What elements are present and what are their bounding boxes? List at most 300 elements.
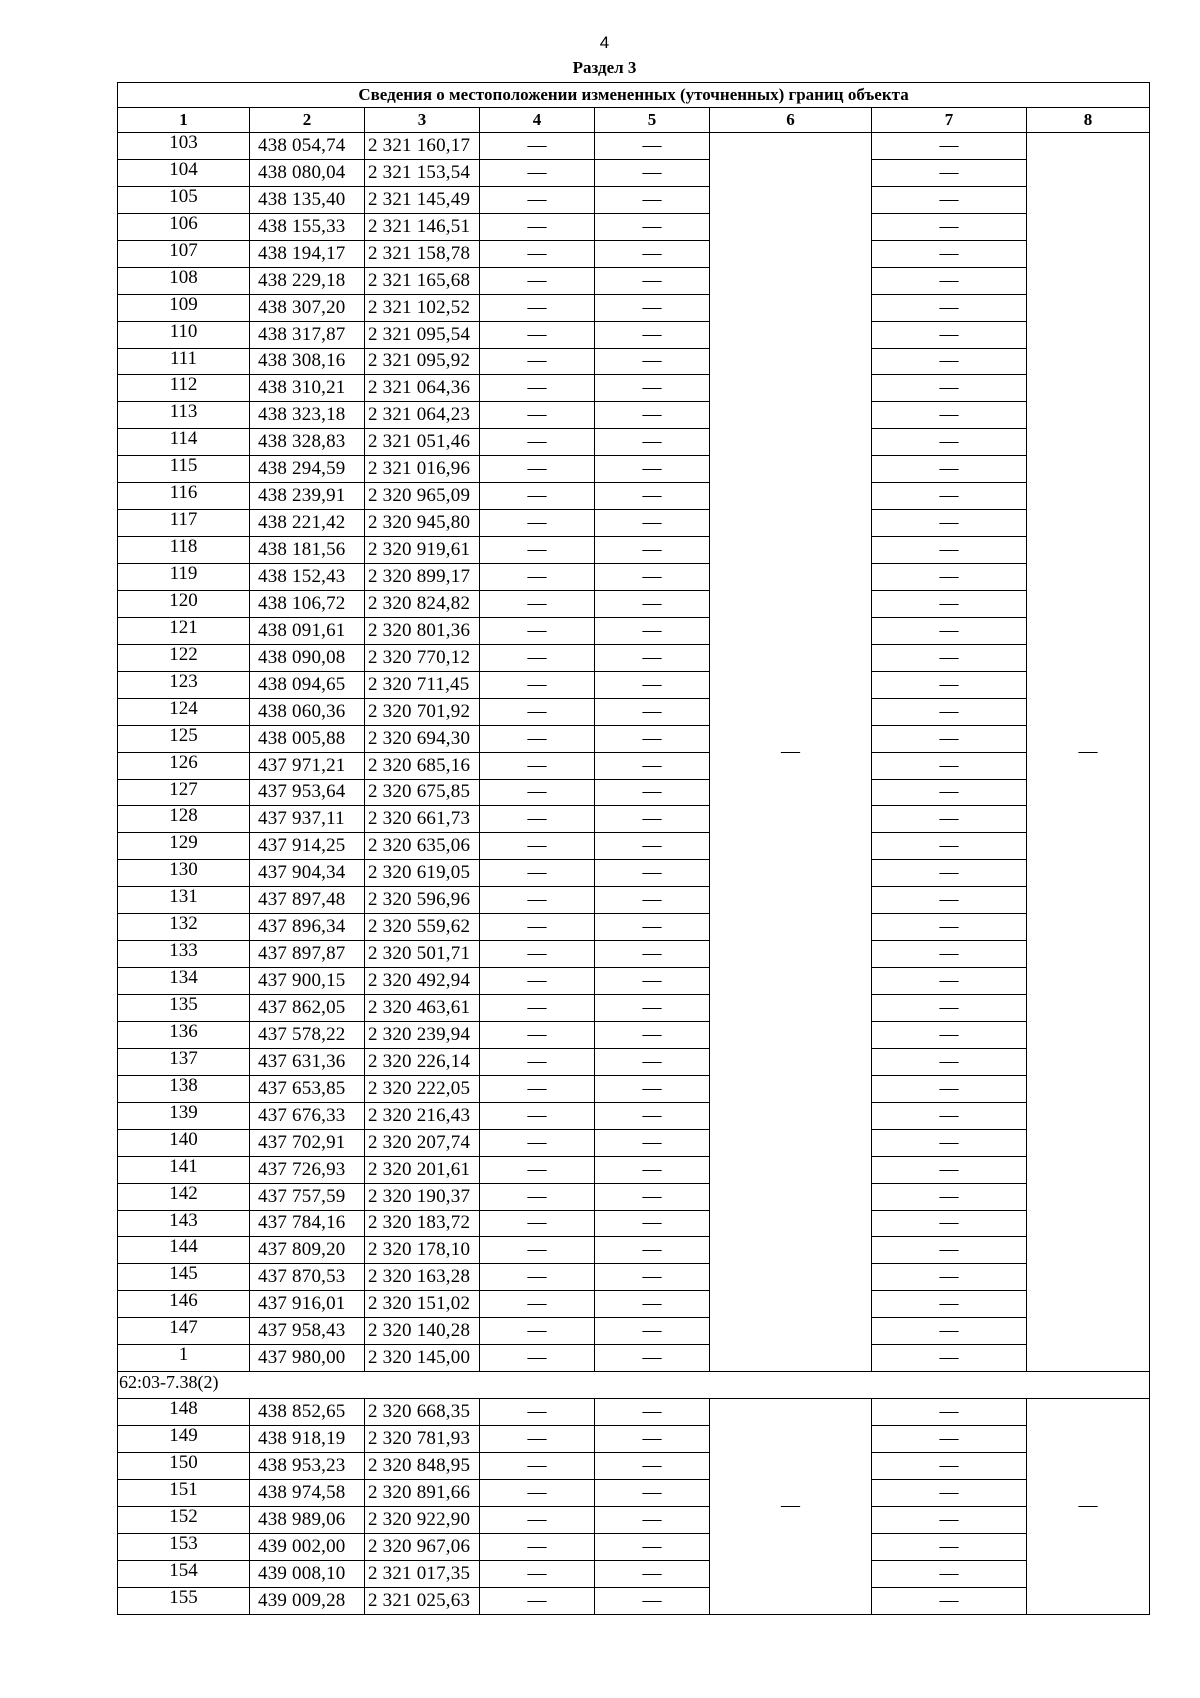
column-5-cell: — <box>595 914 710 941</box>
table-row <box>118 510 1150 537</box>
x-coordinate-cell: 438 091,61 <box>250 617 365 644</box>
column-4-cell: — <box>480 213 595 240</box>
y-coordinate-cell: 2 321 017,35 <box>365 1560 480 1587</box>
point-number-cell: 107 <box>118 240 250 267</box>
column-5-cell: — <box>595 1075 710 1102</box>
column-4-cell: — <box>480 1587 595 1614</box>
column-header: 3 <box>365 108 480 133</box>
column-7-cell: — <box>872 752 1027 779</box>
y-coordinate-cell: 2 321 153,54 <box>365 159 480 186</box>
y-coordinate-cell: 2 321 146,51 <box>365 213 480 240</box>
y-coordinate-cell: 2 320 559,62 <box>365 914 480 941</box>
x-coordinate-cell: 438 239,91 <box>250 483 365 510</box>
table-row <box>118 537 1150 564</box>
point-number-cell: 128 <box>118 806 250 833</box>
column-4-cell: — <box>480 806 595 833</box>
table-row <box>118 1237 1150 1264</box>
column-5-cell: — <box>595 294 710 321</box>
column-4-cell: — <box>480 1075 595 1102</box>
table-row <box>118 995 1150 1022</box>
y-coordinate-cell: 2 320 183,72 <box>365 1210 480 1237</box>
table-row <box>118 1156 1150 1183</box>
x-coordinate-cell: 438 106,72 <box>250 590 365 617</box>
x-coordinate-cell: 437 900,15 <box>250 968 365 995</box>
column-4-cell: — <box>480 429 595 456</box>
table-row <box>118 1102 1150 1129</box>
column-5-cell: — <box>595 1048 710 1075</box>
column-7-cell: — <box>872 213 1027 240</box>
table-row <box>118 806 1150 833</box>
point-number-cell: 117 <box>118 510 250 537</box>
point-number-cell: 121 <box>118 617 250 644</box>
column-4-cell: — <box>480 510 595 537</box>
x-coordinate-cell: 438 974,58 <box>250 1479 365 1506</box>
table-row <box>118 752 1150 779</box>
x-coordinate-cell: 438 852,65 <box>250 1399 365 1426</box>
column-7-cell: — <box>872 1237 1027 1264</box>
column-5-cell: — <box>595 1426 710 1453</box>
y-coordinate-cell: 2 320 596,96 <box>365 887 480 914</box>
x-coordinate-cell: 437 953,64 <box>250 779 365 806</box>
table-row <box>118 159 1150 186</box>
column-number-row <box>118 108 1150 133</box>
column-4-cell: — <box>480 1291 595 1318</box>
y-coordinate-cell: 2 321 064,36 <box>365 375 480 402</box>
table-row <box>118 375 1150 402</box>
column-7-cell: — <box>872 1156 1027 1183</box>
y-coordinate-cell: 2 320 770,12 <box>365 644 480 671</box>
point-number-cell: 148 <box>118 1399 250 1426</box>
column-6-merged-cell: — <box>710 133 872 1372</box>
point-number-cell: 109 <box>118 294 250 321</box>
column-7-cell: — <box>872 1345 1027 1372</box>
column-7-cell: — <box>872 1075 1027 1102</box>
column-4-cell: — <box>480 537 595 564</box>
x-coordinate-cell: 439 002,00 <box>250 1533 365 1560</box>
table-row <box>118 1183 1150 1210</box>
point-number-cell: 140 <box>118 1129 250 1156</box>
point-number-cell: 118 <box>118 537 250 564</box>
point-number-cell: 155 <box>118 1587 250 1614</box>
column-5-cell: — <box>595 968 710 995</box>
y-coordinate-cell: 2 320 163,28 <box>365 1264 480 1291</box>
x-coordinate-cell: 438 094,65 <box>250 671 365 698</box>
table-row <box>118 1452 1150 1479</box>
table-row <box>118 348 1150 375</box>
x-coordinate-cell: 437 676,33 <box>250 1102 365 1129</box>
column-7-cell: — <box>872 968 1027 995</box>
y-coordinate-cell: 2 320 222,05 <box>365 1075 480 1102</box>
table-row <box>118 1291 1150 1318</box>
column-5-cell: — <box>595 617 710 644</box>
column-7-cell: — <box>872 698 1027 725</box>
table-row <box>118 779 1150 806</box>
point-number-cell: 143 <box>118 1210 250 1237</box>
column-5-cell: — <box>595 1399 710 1426</box>
column-4-cell: — <box>480 483 595 510</box>
x-coordinate-cell: 438 989,06 <box>250 1506 365 1533</box>
table-row <box>118 887 1150 914</box>
table-row <box>118 483 1150 510</box>
column-4-cell: — <box>480 914 595 941</box>
x-coordinate-cell: 438 953,23 <box>250 1452 365 1479</box>
x-coordinate-cell: 439 009,28 <box>250 1587 365 1614</box>
x-coordinate-cell: 438 323,18 <box>250 402 365 429</box>
column-5-cell: — <box>595 1452 710 1479</box>
y-coordinate-cell: 2 320 226,14 <box>365 1048 480 1075</box>
x-coordinate-cell: 437 653,85 <box>250 1075 365 1102</box>
y-coordinate-cell: 2 320 711,45 <box>365 671 480 698</box>
column-4-cell: — <box>480 1345 595 1372</box>
column-7-cell: — <box>872 186 1027 213</box>
column-7-cell: — <box>872 402 1027 429</box>
table-row <box>118 590 1150 617</box>
column-7-cell: — <box>872 510 1027 537</box>
y-coordinate-cell: 2 320 145,00 <box>365 1345 480 1372</box>
column-5-cell: — <box>595 483 710 510</box>
column-7-cell: — <box>872 1210 1027 1237</box>
column-8-merged-cell: — <box>1027 1399 1150 1615</box>
table-row <box>118 698 1150 725</box>
table-row <box>118 725 1150 752</box>
column-4-cell: — <box>480 267 595 294</box>
column-5-cell: — <box>595 348 710 375</box>
table-row <box>118 1318 1150 1345</box>
column-7-cell: — <box>872 1291 1027 1318</box>
column-5-cell: — <box>595 1210 710 1237</box>
column-4-cell: — <box>480 1318 595 1345</box>
x-coordinate-cell: 438 080,04 <box>250 159 365 186</box>
point-number-cell: 110 <box>118 321 250 348</box>
column-5-cell: — <box>595 1533 710 1560</box>
column-4-cell: — <box>480 671 595 698</box>
column-7-cell: — <box>872 1048 1027 1075</box>
y-coordinate-cell: 2 321 160,17 <box>365 133 480 160</box>
table-row <box>118 294 1150 321</box>
column-5-cell: — <box>595 1264 710 1291</box>
x-coordinate-cell: 437 904,34 <box>250 860 365 887</box>
column-5-cell: — <box>595 240 710 267</box>
column-5-cell: — <box>595 429 710 456</box>
point-number-cell: 130 <box>118 860 250 887</box>
column-5-cell: — <box>595 1102 710 1129</box>
column-5-cell: — <box>595 1318 710 1345</box>
column-7-cell: — <box>872 590 1027 617</box>
column-7-cell: — <box>872 1533 1027 1560</box>
y-coordinate-cell: 2 320 178,10 <box>365 1237 480 1264</box>
column-7-cell: — <box>872 240 1027 267</box>
table-row <box>118 456 1150 483</box>
x-coordinate-cell: 437 958,43 <box>250 1318 365 1345</box>
column-5-cell: — <box>595 698 710 725</box>
column-7-cell: — <box>872 887 1027 914</box>
column-5-cell: — <box>595 806 710 833</box>
x-coordinate-cell: 437 757,59 <box>250 1183 365 1210</box>
x-coordinate-cell: 437 578,22 <box>250 1021 365 1048</box>
column-5-cell: — <box>595 1587 710 1614</box>
point-number-cell: 123 <box>118 671 250 698</box>
column-7-cell: — <box>872 321 1027 348</box>
column-5-cell: — <box>595 186 710 213</box>
column-7-cell: — <box>872 456 1027 483</box>
column-4-cell: — <box>480 1533 595 1560</box>
column-5-cell: — <box>595 564 710 591</box>
column-5-cell: — <box>595 510 710 537</box>
x-coordinate-cell: 438 918,19 <box>250 1426 365 1453</box>
point-number-cell: 111 <box>118 348 250 375</box>
table-row <box>118 1533 1150 1560</box>
point-number-cell: 150 <box>118 1452 250 1479</box>
y-coordinate-cell: 2 320 891,66 <box>365 1479 480 1506</box>
point-number-cell: 116 <box>118 483 250 510</box>
column-7-cell: — <box>872 159 1027 186</box>
y-coordinate-cell: 2 320 239,94 <box>365 1021 480 1048</box>
boundary-coordinates-table <box>117 82 1150 1615</box>
table-row <box>118 1587 1150 1614</box>
y-coordinate-cell: 2 320 848,95 <box>365 1452 480 1479</box>
column-4-cell: — <box>480 1479 595 1506</box>
point-number-cell: 115 <box>118 456 250 483</box>
table-row <box>118 617 1150 644</box>
column-5-cell: — <box>595 1237 710 1264</box>
column-7-cell: — <box>872 1183 1027 1210</box>
y-coordinate-cell: 2 321 016,96 <box>365 456 480 483</box>
y-coordinate-cell: 2 320 661,73 <box>365 806 480 833</box>
column-4-cell: — <box>480 941 595 968</box>
y-coordinate-cell: 2 321 095,92 <box>365 348 480 375</box>
y-coordinate-cell: 2 320 919,61 <box>365 537 480 564</box>
y-coordinate-cell: 2 321 095,54 <box>365 321 480 348</box>
y-coordinate-cell: 2 320 685,16 <box>365 752 480 779</box>
point-number-cell: 129 <box>118 833 250 860</box>
y-coordinate-cell: 2 321 102,52 <box>365 294 480 321</box>
column-4-cell: — <box>480 1183 595 1210</box>
column-4-cell: — <box>480 456 595 483</box>
column-5-cell: — <box>595 644 710 671</box>
point-number-cell: 153 <box>118 1533 250 1560</box>
column-4-cell: — <box>480 644 595 671</box>
point-number-cell: 127 <box>118 779 250 806</box>
column-5-cell: — <box>595 860 710 887</box>
column-4-cell: — <box>480 1129 595 1156</box>
column-5-cell: — <box>595 1129 710 1156</box>
point-number-cell: 103 <box>118 133 250 160</box>
x-coordinate-cell: 438 005,88 <box>250 725 365 752</box>
point-number-cell: 124 <box>118 698 250 725</box>
point-number-cell: 1 <box>118 1345 250 1372</box>
table-row <box>118 1506 1150 1533</box>
table-row <box>118 1560 1150 1587</box>
column-header: 4 <box>480 108 595 133</box>
x-coordinate-cell: 438 060,36 <box>250 698 365 725</box>
x-coordinate-cell: 437 870,53 <box>250 1264 365 1291</box>
x-coordinate-cell: 438 194,17 <box>250 240 365 267</box>
column-5-cell: — <box>595 887 710 914</box>
point-number-cell: 131 <box>118 887 250 914</box>
column-5-cell: — <box>595 590 710 617</box>
column-5-cell: — <box>595 375 710 402</box>
table-row <box>118 321 1150 348</box>
y-coordinate-cell: 2 320 207,74 <box>365 1129 480 1156</box>
column-7-cell: — <box>872 1399 1027 1426</box>
point-number-cell: 112 <box>118 375 250 402</box>
y-coordinate-cell: 2 321 158,78 <box>365 240 480 267</box>
y-coordinate-cell: 2 320 701,92 <box>365 698 480 725</box>
y-coordinate-cell: 2 321 145,49 <box>365 186 480 213</box>
column-6-merged-cell: — <box>710 1399 872 1615</box>
column-7-cell: — <box>872 348 1027 375</box>
x-coordinate-cell: 438 090,08 <box>250 644 365 671</box>
y-coordinate-cell: 2 320 463,61 <box>365 995 480 1022</box>
x-coordinate-cell: 437 980,00 <box>250 1345 365 1372</box>
y-coordinate-cell: 2 320 201,61 <box>365 1156 480 1183</box>
column-7-cell: — <box>872 1318 1027 1345</box>
y-coordinate-cell: 2 320 151,02 <box>365 1291 480 1318</box>
table-title-row <box>118 83 1150 108</box>
column-4-cell: — <box>480 1560 595 1587</box>
column-5-cell: — <box>595 995 710 1022</box>
section-title: Раздел 3 <box>572 58 637 77</box>
table-row <box>118 186 1150 213</box>
column-4-cell: — <box>480 1021 595 1048</box>
x-coordinate-cell: 438 328,83 <box>250 429 365 456</box>
x-coordinate-cell: 437 914,25 <box>250 833 365 860</box>
table-row <box>118 1426 1150 1453</box>
point-number-cell: 114 <box>118 429 250 456</box>
x-coordinate-cell: 439 008,10 <box>250 1560 365 1587</box>
point-number-cell: 122 <box>118 644 250 671</box>
column-7-cell: — <box>872 860 1027 887</box>
column-7-cell: — <box>872 644 1027 671</box>
y-coordinate-cell: 2 320 899,17 <box>365 564 480 591</box>
x-coordinate-cell: 438 317,87 <box>250 321 365 348</box>
table-row <box>118 1264 1150 1291</box>
column-4-cell: — <box>480 1426 595 1453</box>
table-row <box>118 1210 1150 1237</box>
column-5-cell: — <box>595 133 710 160</box>
table-row <box>118 968 1150 995</box>
column-7-cell: — <box>872 1264 1027 1291</box>
x-coordinate-cell: 437 896,34 <box>250 914 365 941</box>
point-number-cell: 105 <box>118 186 250 213</box>
column-4-cell: — <box>480 887 595 914</box>
table-row <box>118 267 1150 294</box>
column-7-cell: — <box>872 617 1027 644</box>
x-coordinate-cell: 437 631,36 <box>250 1048 365 1075</box>
column-5-cell: — <box>595 1506 710 1533</box>
x-coordinate-cell: 438 308,16 <box>250 348 365 375</box>
y-coordinate-cell: 2 321 165,68 <box>365 267 480 294</box>
column-4-cell: — <box>480 564 595 591</box>
column-7-cell: — <box>872 1452 1027 1479</box>
column-5-cell: — <box>595 267 710 294</box>
column-4-cell: — <box>480 133 595 160</box>
y-coordinate-cell: 2 320 675,85 <box>365 779 480 806</box>
x-coordinate-cell: 437 897,48 <box>250 887 365 914</box>
y-coordinate-cell: 2 320 694,30 <box>365 725 480 752</box>
column-4-cell: — <box>480 159 595 186</box>
point-number-cell: 132 <box>118 914 250 941</box>
point-number-cell: 138 <box>118 1075 250 1102</box>
y-coordinate-cell: 2 320 781,93 <box>365 1426 480 1453</box>
point-number-cell: 151 <box>118 1479 250 1506</box>
y-coordinate-cell: 2 320 190,37 <box>365 1183 480 1210</box>
column-7-cell: — <box>872 1021 1027 1048</box>
x-coordinate-cell: 438 307,20 <box>250 294 365 321</box>
column-7-cell: — <box>872 133 1027 160</box>
column-4-cell: — <box>480 1264 595 1291</box>
table-row <box>118 402 1150 429</box>
column-5-cell: — <box>595 833 710 860</box>
column-5-cell: — <box>595 1021 710 1048</box>
table-row <box>118 1075 1150 1102</box>
table-row <box>118 1021 1150 1048</box>
y-coordinate-cell: 2 321 051,46 <box>365 429 480 456</box>
column-5-cell: — <box>595 456 710 483</box>
column-5-cell: — <box>595 671 710 698</box>
point-number-cell: 152 <box>118 1506 250 1533</box>
column-5-cell: — <box>595 1156 710 1183</box>
column-4-cell: — <box>480 779 595 806</box>
column-7-cell: — <box>872 1102 1027 1129</box>
column-4-cell: — <box>480 1399 595 1426</box>
column-4-cell: — <box>480 1506 595 1533</box>
column-4-cell: — <box>480 1156 595 1183</box>
column-5-cell: — <box>595 1183 710 1210</box>
table-row <box>118 1129 1150 1156</box>
point-number-cell: 144 <box>118 1237 250 1264</box>
y-coordinate-cell: 2 320 492,94 <box>365 968 480 995</box>
table-row <box>118 564 1150 591</box>
column-4-cell: — <box>480 698 595 725</box>
column-7-cell: — <box>872 564 1027 591</box>
column-5-cell: — <box>595 321 710 348</box>
column-header: 5 <box>595 108 710 133</box>
table-row <box>118 833 1150 860</box>
y-coordinate-cell: 2 320 501,71 <box>365 941 480 968</box>
point-number-cell: 126 <box>118 752 250 779</box>
column-header: 8 <box>1027 108 1150 133</box>
point-number-cell: 134 <box>118 968 250 995</box>
x-coordinate-cell: 438 310,21 <box>250 375 365 402</box>
table-row <box>118 240 1150 267</box>
point-number-cell: 108 <box>118 267 250 294</box>
column-7-cell: — <box>872 375 1027 402</box>
column-header: 6 <box>710 108 872 133</box>
x-coordinate-cell: 438 181,56 <box>250 537 365 564</box>
column-4-cell: — <box>480 995 595 1022</box>
column-5-cell: — <box>595 1345 710 1372</box>
table-row <box>118 1399 1150 1426</box>
column-5-cell: — <box>595 941 710 968</box>
x-coordinate-cell: 438 221,42 <box>250 510 365 537</box>
point-number-cell: 139 <box>118 1102 250 1129</box>
table-row <box>118 860 1150 887</box>
x-coordinate-cell: 438 294,59 <box>250 456 365 483</box>
column-4-cell: — <box>480 375 595 402</box>
column-7-cell: — <box>872 914 1027 941</box>
point-number-cell: 119 <box>118 564 250 591</box>
column-5-cell: — <box>595 402 710 429</box>
column-4-cell: — <box>480 590 595 617</box>
column-header: 2 <box>250 108 365 133</box>
table-row <box>118 133 1150 160</box>
table-row <box>118 644 1150 671</box>
table-title: Сведения о местоположении измененных (уточненных) границ объекта <box>118 83 1150 108</box>
table-row <box>118 1048 1150 1075</box>
x-coordinate-cell: 438 054,74 <box>250 133 365 160</box>
column-header: 7 <box>872 108 1027 133</box>
